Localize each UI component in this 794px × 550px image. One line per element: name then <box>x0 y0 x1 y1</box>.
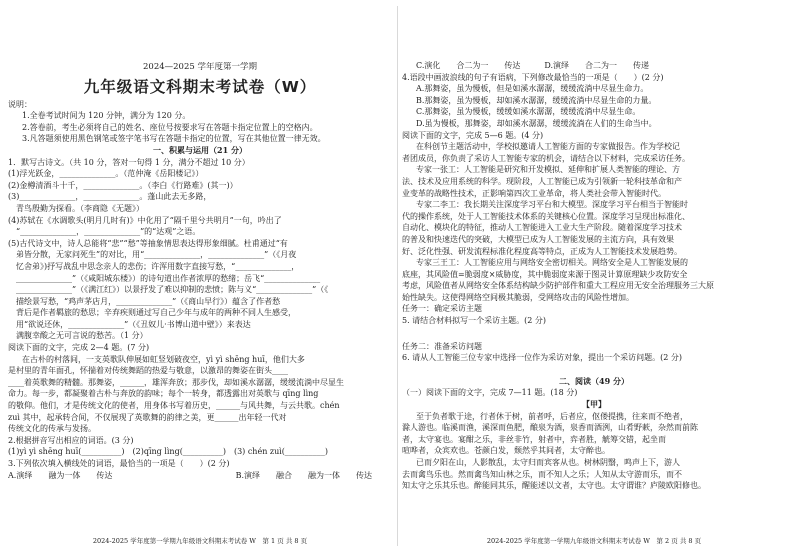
passage-line: 知太守之乐其乐也。醉能同其乐，醒能述以文者，太守也。太守谓谁？庐陵欧阳修也。 <box>402 481 706 491</box>
text-line: 满腹幸酸之无可言说的愁苦。（1 分） <box>16 331 148 341</box>
text-line: 在古朴的村落间，一支英歌队伸展如虹竖划破夜空，yì yì shēng huī，他们大多 <box>22 354 305 364</box>
text-line: 底座，其风险值=脆弱度×威胁度，其中脆弱度来源于图灵计算原理缺少攻防安全 <box>402 269 688 279</box>
text-line: 考虑，风险值者从网络安全体系结构缺少防护部件和重大工程应用无安全治理服务三大原 <box>402 281 714 291</box>
text-line: (5)古代诗文中，诗人总能将“悲”“愁”等抽象情思表达得形象细腻。杜甫通过“有 <box>8 238 288 248</box>
text-line: 专家一张工：人工智能是研究和开发模拟、延伸和扩展人类智能的理论、方 <box>416 165 680 175</box>
text-line: “______________，______________”的“达观”之语。 <box>16 227 201 237</box>
column-divider <box>397 6 398 546</box>
text-line: ______________”（《咸阳城东楼》）的诗句道出作者浓厚的愁绪；岳飞“______________ <box>16 273 321 283</box>
text-line: zuì 其中，起承转合间，不仅展现了英歌舞的韵律之美，更______出年轻一代对 <box>8 412 287 422</box>
text-line: ______________”（《满江红》）以景抒发了难以抑制的悲愤；陈与义“______________”（《 <box>16 285 329 295</box>
text-line: 阅读下面的文字，完成 2—4 题。(7 分) <box>8 343 150 353</box>
passage-line: 者，太守宴也。宴酣之乐，非丝非竹，射者中，弈者胜，觥筹交错，起坐而 <box>402 434 666 444</box>
passage-line: 滁人游也。临溪而渔，溪深而鱼肥，酿泉为酒，泉香而酒洌，山肴野蔌，杂然而前陈 <box>402 423 698 433</box>
text-line: C.那舞姿，虽为慢板，缓缓如溪水潺潺，缓缓流淌中尽显生命。 <box>416 107 641 117</box>
text-line: 6. 请从人工智能三位专家中选择一位作为采访对象，提出一个采访问题。(2 分) <box>402 353 683 363</box>
note-label: 说明： <box>8 99 32 109</box>
text-line: 任务二：准备采访问题 <box>402 341 482 351</box>
note-line: 1.全卷考试时间为 120 分钟，满分为 120 分。 <box>22 111 191 121</box>
text-line: (1)浮光跃金，______________。（范仲淹《岳阳楼记》） <box>8 169 204 179</box>
semester-label: 2024—2025 学年度第一学期 <box>143 62 257 72</box>
text-line: 法、技术及应用系统的科学。现阶段，人工智能已成为引领新一轮科技革命和产 <box>402 176 682 186</box>
text-line: 阅读下面的文字，完成 5—6 题。(4 分) <box>402 130 544 140</box>
text-line: 专家三王工：人工智能应用与网络安全密切相关。网络安全是人工智能发展的 <box>416 258 688 268</box>
text-line: 用“欲说还休，______________”（《丑奴儿·书博山道中壁》）来表达 <box>16 319 251 329</box>
text-line: 弟皆分散，无家问死生”的对比，用“______________，______________”（《月夜 <box>16 250 297 260</box>
text-line: 的普及和快速迭代的突破，大模型已成为人工智能发展的主流方向，具有效果 <box>402 234 674 244</box>
text-line: 代的操作系统，处于人工智能技术体系的关键核心位置。深度学习呈现出标准化、 <box>402 211 690 221</box>
text-line: (4)苏轼在《水调歌头(明月几时有)》中化用了“隔千里兮共明月”一句，吟出了 <box>8 215 282 225</box>
passage-line: 已而夕阳在山，人影散乱，太守归而宾客从也。树林阴翳，鸣声上下，游人 <box>416 458 680 467</box>
text-line: 在科创节主题活动中，学校拟邀请人工智能方面的专家做报告。作为学校记 <box>416 142 680 152</box>
passage-line: 去而禽鸟乐也。然而禽鸟知山林之乐，而不知人之乐；人知从太守游而乐，而不 <box>402 469 682 479</box>
option-b: B.演绎 融合 融为一体 传达 <box>235 470 372 480</box>
section-heading: 二、阅读（49 分） <box>559 375 629 386</box>
note-line: 2.答卷前，考生必须将自己的姓名、座位号按要求写在答题卡指定位置上的空格内。 <box>22 122 318 132</box>
text-line: 业变革的战略性技术，正影响第四次工业革命，将人类社会带入智能时代。 <box>402 188 666 198</box>
text-line: 专家二李工：我长期关注深度学习平台和大模型。深度学习平台相当于智能时 <box>416 200 688 210</box>
right-column <box>402 0 786 550</box>
left-column <box>8 0 392 550</box>
text-line: (1)yì yì shēng huī(__________) (2)qīng lìng(__________) (3) chén zuì(__________) <box>8 447 329 457</box>
text-line: 的敬仰。他们，才是传统文化的使者，用身体书写着历史，______与风共舞，与云共歌。chén <box>8 401 340 411</box>
text-line: 1．默写古诗文。（共 10 分，答对一句得 1 分，满分不超过 10 分） <box>8 157 250 167</box>
text-line: 是村里的青年面孔，怀揣着对传统舞蹈的热爱与敬意，以激昂的舞姿在街头____ <box>8 366 288 376</box>
text-line: A.那舞姿，虽为慢板，但是如溪水潺潺，缓缓流淌中尽显生命力。 <box>416 84 649 94</box>
text-line: 好、泛化性强、研发流程标准化程度高等特点，正成为人工智能技术发展趋势。 <box>402 246 682 256</box>
option-a: A.演绎 融为一体 传达 <box>8 470 113 480</box>
text-line: 5. 请结合材料拟写一个采访主题。(2 分) <box>402 316 547 326</box>
note-line: 3.凡答题须使用黑色钢笔或签字笔书写在答题卡指定的位置，写在其他位置一律无效。 <box>22 134 326 144</box>
text-line: 2.根据拼音写出相应的词语。(3 分) <box>8 435 134 445</box>
text-line: 任务一：确定采访主题 <box>402 304 482 314</box>
passage-label: 【甲】 <box>582 399 606 410</box>
reading-intro: （一）阅读下面的文字，完成 7—11 题。(18 分) <box>402 388 578 398</box>
passage-line: 至于负者歌于途，行者休于树，前者呼，后者应，伛偻提携，往来而不绝者， <box>416 411 688 421</box>
page-footer: 2024-2025 学年度第一学期九年级语文科期末考试卷 W 第 2 页 共 8 页 <box>486 537 702 545</box>
text-line: 传统文化的传承与发扬。 <box>8 424 96 434</box>
text-line: 青鸟殷勤为探看。（李商隐《无题》） <box>16 203 144 213</box>
text-line: ____着英歌舞的精髓。那舞姿，______，雄浑奔放；那步伐，却如溪水潺潺，缓缓流淌中尽显生 <box>8 377 344 387</box>
text-line: D.虽为慢板，那舞姿，却如溪水潺潺，缓缓流淌在人们的生命当中。 <box>416 118 657 128</box>
text-line: 忆舍弟》)抒写战乱中思念亲人的悲伤；许浑用数字直接写愁，“______________， <box>16 261 300 271</box>
text-line: 3.下列依次填入横线处的词语，最恰当的一项是（ ）(2 分) <box>8 459 230 468</box>
text-line: 始性缺失。这使得网络空间极其脆弱，受网络攻击的风险性增加。 <box>402 292 634 302</box>
text-line: 命力。每一步，都凝聚着古朴与奔放的韵味；每个一转身，都透露出对英歌与 qīng lìng <box>8 389 319 399</box>
answer-options <box>8 470 392 482</box>
text-line: 4.语段中画波浪线的句子有语病，下列修改最恰当的一项是（ ）(2 分) <box>402 72 664 82</box>
exam-title: 九年级语文科期末考试卷（W） <box>83 77 317 96</box>
passage-line: 喧哗者，众宾欢也。苍颜白发，颓然乎其间者，太守醉也。 <box>402 446 610 456</box>
section-heading: 一、积累与运用（21 分） <box>153 144 247 155</box>
text-line: 者团成员，你负责了采访人工智能专家的机会，请结合以下材料，完成采访任务。 <box>402 153 690 163</box>
text-line: (3)______________，______________。蓬山此去无多路， <box>8 192 212 202</box>
text-line: C.演化 合二为一 传达 D.演绎 合二为一 传递 <box>416 61 650 70</box>
page-footer: 2024-2025 学年度第一学期九年级语文科期末考试卷 W 第 1 页 共 8 页 <box>92 537 308 545</box>
text-line: 背后是作者羁旅的愁思；辛弃疾则通过写自己少年与成年的两种不同人生感受， <box>16 308 296 318</box>
text-line: 自动化、模块化的特征，推动人工智能进入工业大生产阶段。随着深度学习技术 <box>402 223 682 233</box>
text-line: (2)金樽清酒斗十千，______________。（李白《行路难》(其一)） <box>8 180 238 190</box>
text-line: 描绘景写愁，“鸡声茅店月，______________”（《商山早行》）蕴含了作者愁 <box>16 296 281 306</box>
text-line: B.那舞姿，虽为慢板，却如溪水潺潺，缓缓流淌中尽显生命的力量。 <box>416 95 657 105</box>
